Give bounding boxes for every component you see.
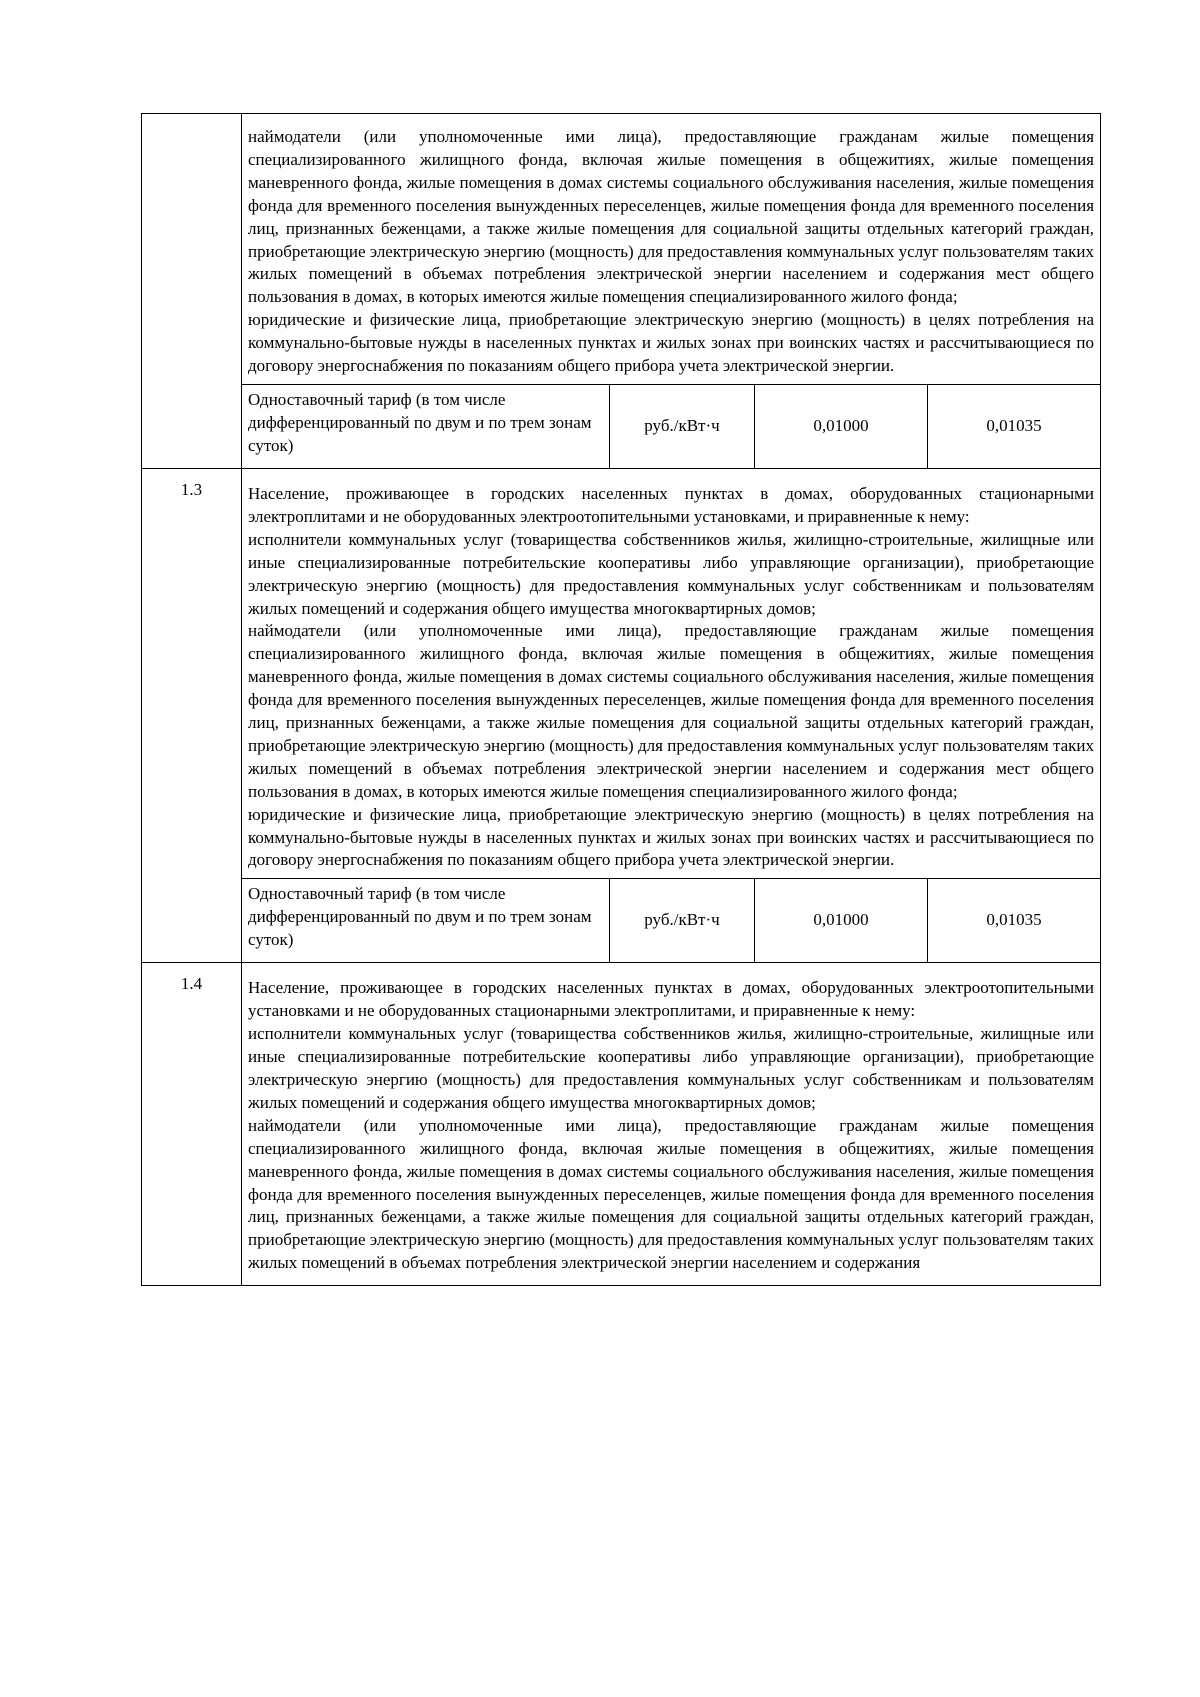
tariff-row [142, 384, 1101, 468]
description-paragraph: наймодатели (или уполномоченные ими лица), предоставляющие гражданам жилые помещения специализированного жилищного фонда, включая жилые помещения в общежитиях, жилые помещения маневренного фонда, жилые помещения в домах системы социального обслуживания населения, жилые помещения фонда для временного поселения вынужденных переселенцев, жилые помещения фонда для временного поселения лиц, признанных беженцами, а также жилые помещения для социальной защиты отдельных категорий граждан, приобретающие электрическую энергию (мощность) для предоставления коммунальных услуг пользователям таких жилых помещений в объемах потребления электрической энергии населением и содержания мест общего пользования в домах, в которых имеются жилые помещения специализированного жилого фонда; [248, 621, 1095, 801]
description-paragraph: Население, проживающее в городских населенных пунктах в домах, оборудованных стационарными электроплитами и не оборудованных электроотопительными установками, и приравненные к нему: [248, 483, 1095, 526]
row-description [242, 963, 1101, 1286]
tariff-value-first-half: 0,01000 [755, 384, 928, 468]
description-paragraph: Население, проживающее в городских населенных пунктах в домах, оборудованных электроотопительными установками и не оборудованных стационарными электроплитами, и приравненные к нему: [248, 978, 1095, 1021]
row-description [242, 114, 1101, 385]
tariff-row [142, 879, 1101, 963]
document-page [141, 113, 1100, 1286]
table-row [142, 963, 1101, 1286]
tariff-value-second-half: 0,01035 [928, 384, 1101, 468]
tariff-name: Одноставочный тариф (в том числе дифференцированный по двум и по трем зонам суток) [242, 879, 610, 963]
tariff-unit: руб./кВт·ч [610, 879, 755, 963]
description-paragraph: наймодатели (или уполномоченные ими лица), предоставляющие гражданам жилые помещения специализированного жилищного фонда, включая жилые помещения в общежитиях, жилые помещения маневренного фонда, жилые помещения в домах системы социального обслуживания населения, жилые помещения фонда для временного поселения вынужденных переселенцев, жилые помещения фонда для временного поселения лиц, признанных беженцами, а также жилые помещения для социальной защиты отдельных категорий граждан, приобретающие электрическую энергию (мощность) для предоставления коммунальных услуг пользователям таких жилых помещений в объемах потребления электрической энергии населением и содержания [248, 1115, 1095, 1273]
tariff-unit: руб./кВт·ч [610, 384, 755, 468]
description-paragraph: исполнители коммунальных услуг (товарищества собственников жилья, жилищно-строительные, жилищные или иные специализированные потребительские кооперативы либо управляющие организации), приобретающие электрическую энергию (мощность) для предоставления коммунальных услуг собственникам и пользователям жилых помещений и содержания общего имущества многоквартирных домов; [248, 1024, 1095, 1112]
description-paragraph: юридические и физические лица, приобретающие электрическую энергию (мощность) в целях потребления на коммунально-бытовые нужды в населенных пунктах и жилых зонах при воинских частях и рассчитывающиеся по договору энергоснабжения по показаниям общего прибора учета электрической энергии. [248, 310, 1095, 376]
row-number: 1.3 [142, 468, 242, 962]
tariff-value-second-half: 0,01035 [928, 879, 1101, 963]
table-row [142, 468, 1101, 878]
row-description [242, 468, 1101, 878]
table-row [142, 114, 1101, 385]
row-number: 1.4 [142, 963, 242, 1286]
tariff-table [141, 113, 1101, 1286]
row-number [142, 114, 242, 469]
description-paragraph: наймодатели (или уполномоченные ими лица), предоставляющие гражданам жилые помещения специализированного жилищного фонда, включая жилые помещения в общежитиях, жилые помещения маневренного фонда, жилые помещения в домах системы социального обслуживания населения, жилые помещения фонда для временного поселения вынужденных переселенцев, жилые помещения фонда для временного поселения лиц, признанных беженцами, а также жилые помещения для социальной защиты отдельных категорий граждан, приобретающие электрическую энергию (мощность) для предоставления коммунальных услуг пользователям таких жилых помещений в объемах потребления электрической энергии населением и содержания мест общего пользования в домах, в которых имеются жилые помещения специализированного жилого фонда; [248, 127, 1095, 307]
tariff-value-first-half: 0,01000 [755, 879, 928, 963]
description-paragraph: юридические и физические лица, приобретающие электрическую энергию (мощность) в целях потребления на коммунально-бытовые нужды в населенных пунктах и жилых зонах при воинских частях и рассчитывающиеся по договору энергоснабжения по показаниям общего прибора учета электрической энергии. [248, 804, 1095, 870]
tariff-name: Одноставочный тариф (в том числе дифференцированный по двум и по трем зонам суток) [242, 384, 610, 468]
description-paragraph: исполнители коммунальных услуг (товарищества собственников жилья, жилищно-строительные, жилищные или иные специализированные потребительские кооперативы либо управляющие организации), приобретающие электрическую энергию (мощность) для предоставления коммунальных услуг собственникам и пользователям жилых помещений и содержания общего имущества многоквартирных домов; [248, 529, 1095, 618]
